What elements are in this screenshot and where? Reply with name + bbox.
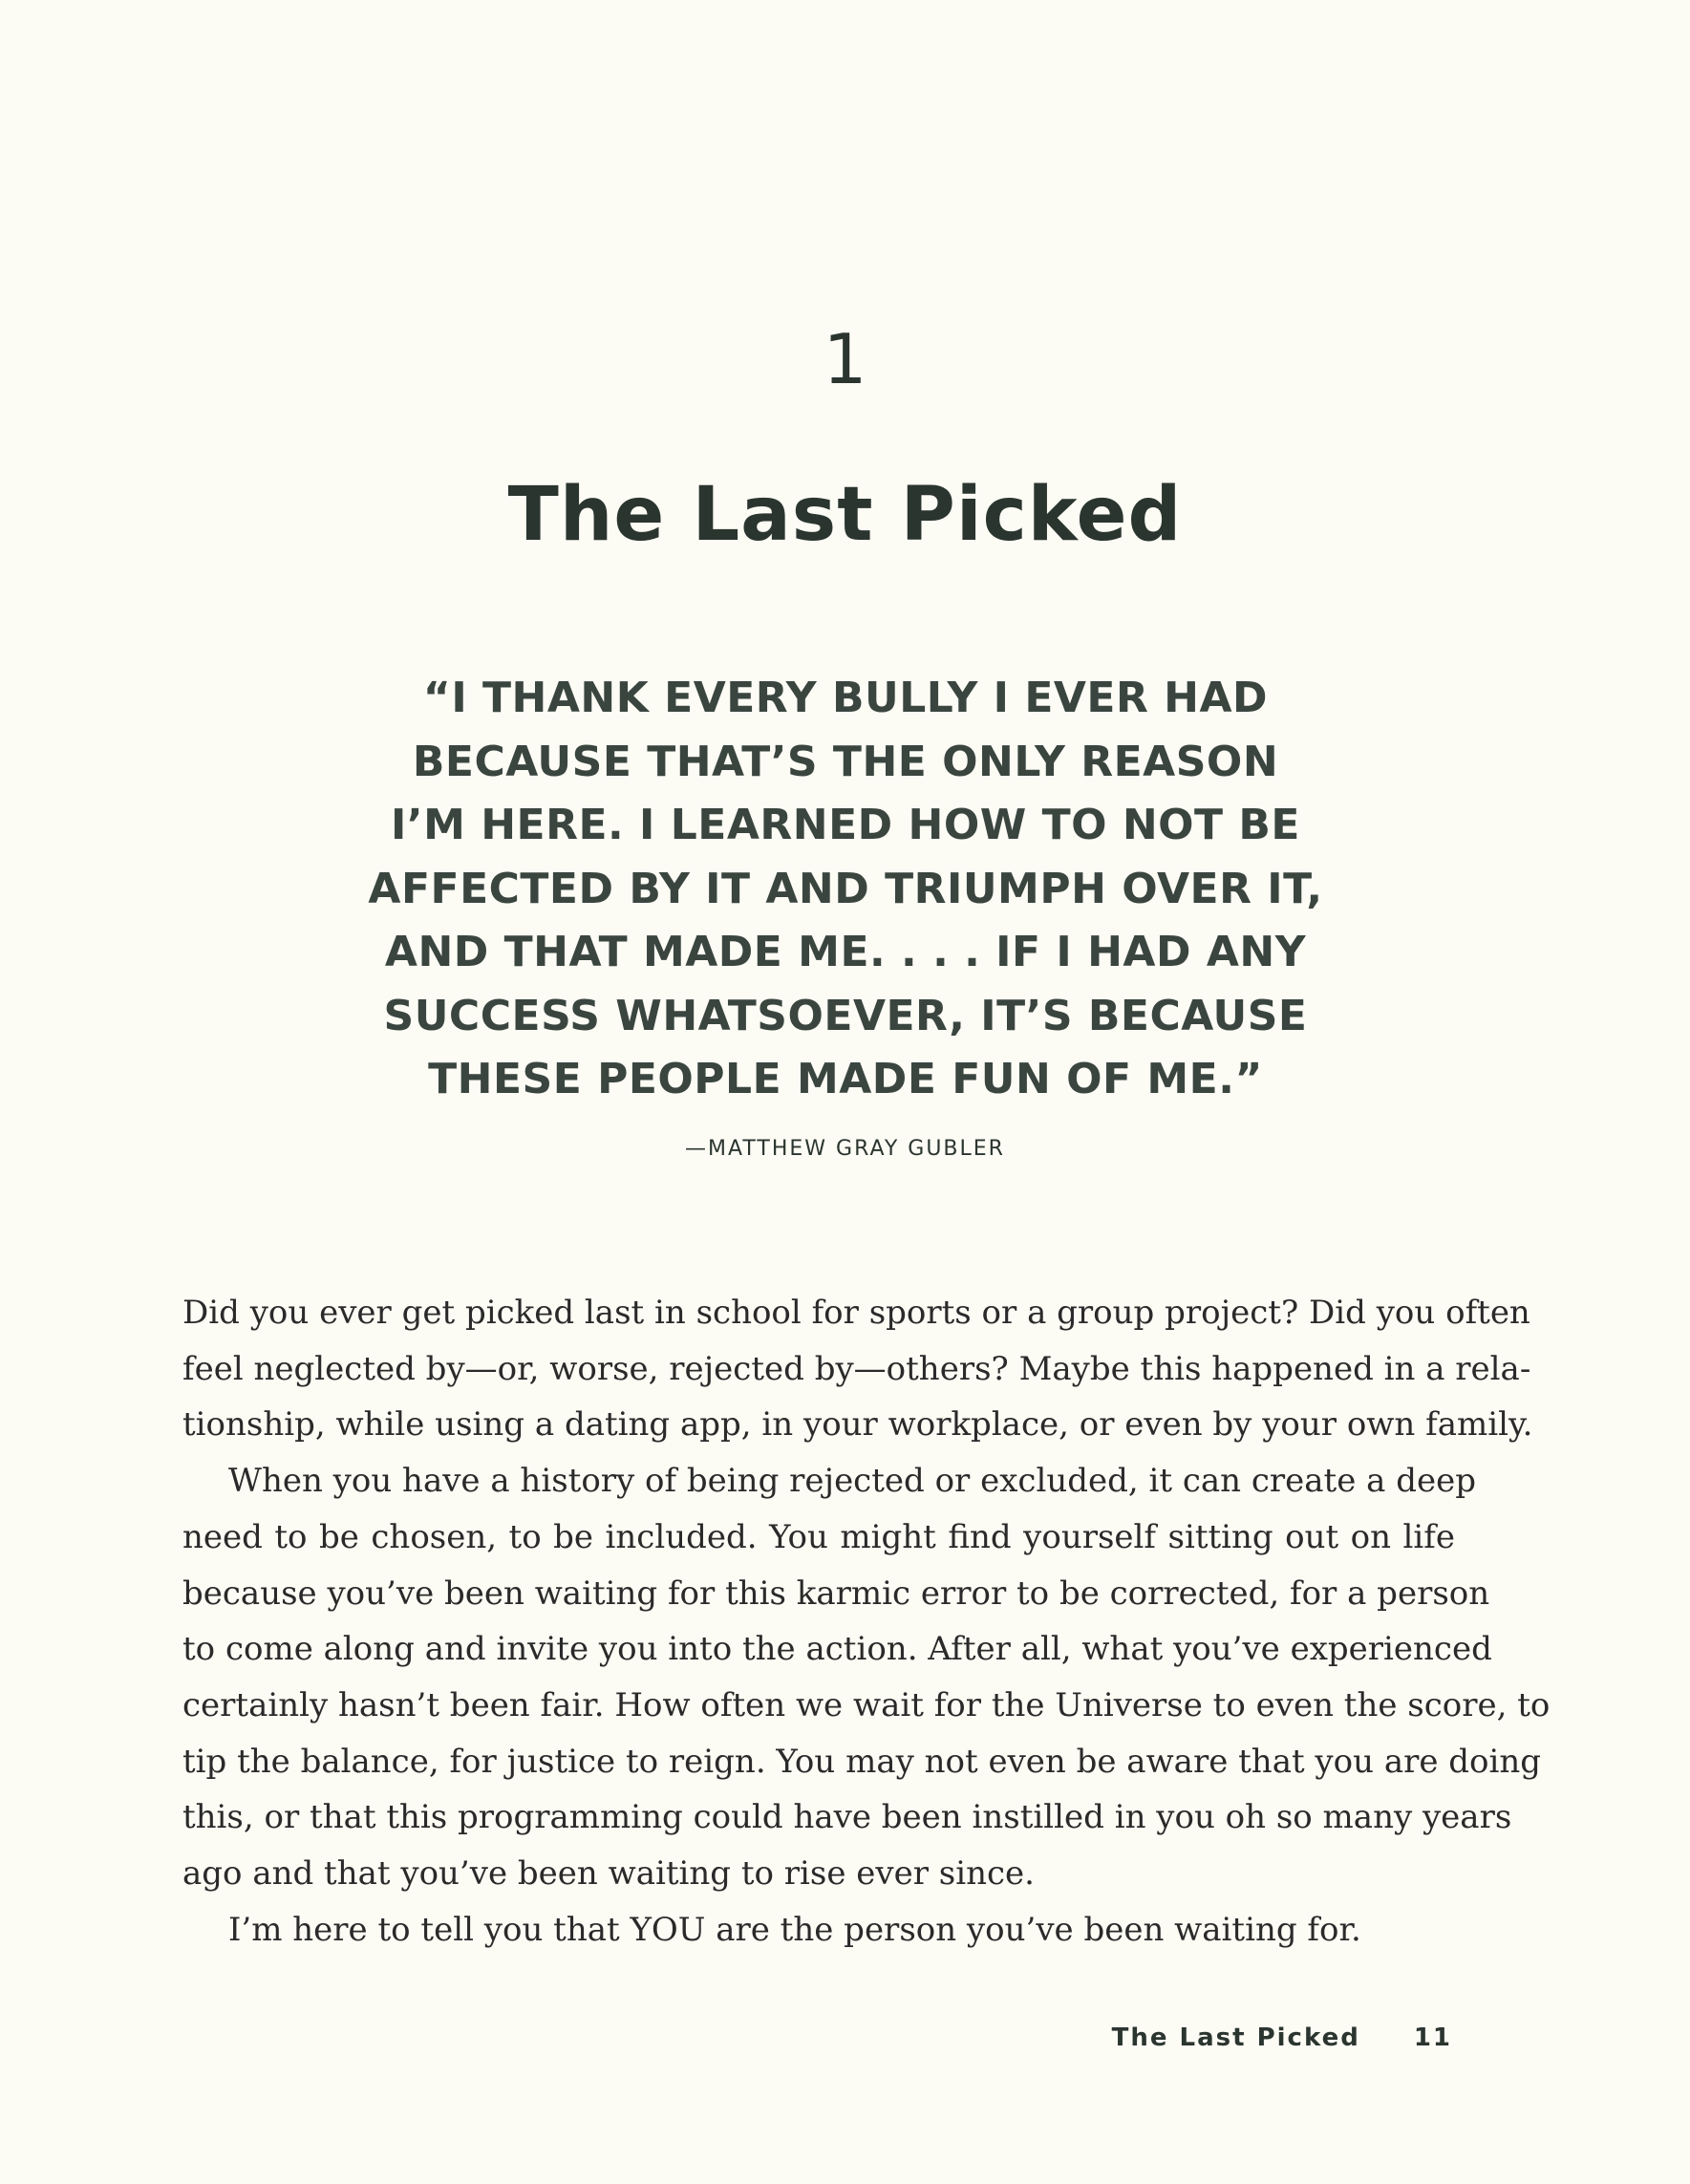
epigraph-line: “I THANK EVERY BULLY I EVER HAD <box>422 674 1269 722</box>
body-line: because you’ve been waiting for this karmic error to be corrected, for a person <box>182 1574 1490 1613</box>
chapter-title: The Last Picked <box>507 472 1183 558</box>
body-line: feel neglected by—or, worse, rejected by—others? Maybe this happened in a rela- <box>182 1349 1531 1388</box>
page-footer <box>955 2023 1452 2052</box>
body-line: tip the balance, for justice to reign. You may not even be aware that you are doing <box>182 1742 1542 1781</box>
body-line: this, or that this programming could have been instilled in you oh so many years <box>182 1798 1512 1837</box>
body-line: to come along and invite you into the action. After all, what you’ve experienced <box>182 1630 1492 1669</box>
body-line: When you have a history of being rejected or excluded, it can create a deep <box>228 1462 1476 1501</box>
body-line: ago and that you’ve been waiting to rise ever since. <box>182 1854 1035 1894</box>
epigraph-line: AND THAT MADE ME. . . . IF I HAD ANY <box>384 928 1307 976</box>
page-number: 11 <box>1413 2023 1452 2052</box>
body-line: I’m here to tell you that YOU are the person you’ve been waiting for. <box>228 1910 1361 1949</box>
body-line: tionship, while using a dating app, in your workplace, or even by your own family. <box>182 1405 1533 1445</box>
epigraph-line: SUCCESS WHATSOEVER, IT’S BECAUSE <box>383 991 1308 1040</box>
body-text <box>182 1285 1551 1958</box>
epigraph-line: BECAUSE THAT’S THE ONLY REASON <box>412 737 1279 786</box>
epigraph-line: I’M HERE. I LEARNED HOW TO NOT BE <box>391 801 1300 849</box>
body-line: certainly hasn’t been fair. How often we wait for the Universe to even the score, to <box>182 1685 1551 1724</box>
epigraph-line: THESE PEOPLE MADE FUN OF ME.” <box>428 1055 1263 1103</box>
epigraph-attribution: —MATTHEW GRAY GUBLER <box>685 1137 1005 1161</box>
chapter-number: 1 <box>823 319 867 399</box>
body-line: Did you ever get picked last in school for sports or a group project? Did you often <box>182 1294 1530 1332</box>
running-title: The Last Picked <box>1111 2023 1360 2052</box>
epigraph-quote <box>315 667 1376 1112</box>
body-line: need to be chosen, to be included. You might find yourself sitting out on life <box>182 1517 1455 1556</box>
epigraph-line: AFFECTED BY IT AND TRIUMPH OVER IT, <box>368 864 1323 913</box>
